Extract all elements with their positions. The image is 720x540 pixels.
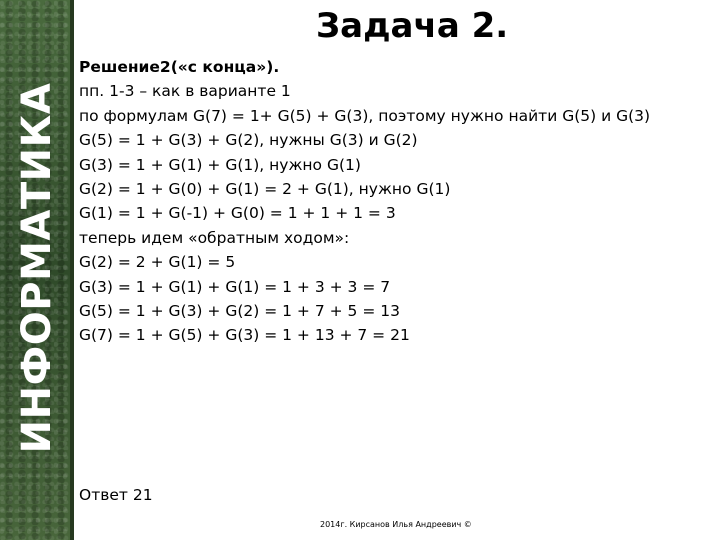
solution-line: G(1) = 1 + G(-1) + G(0) = 1 + 1 + 1 = 3 — [79, 204, 396, 223]
sidebar-label: ИНФОРМАТИКА — [14, 82, 60, 454]
solution-heading: Решение2(«с конца»). — [79, 58, 280, 76]
footer-credit: 2014г. Кирсанов Илья Андреевич © — [320, 520, 472, 529]
solution-line: по формулам G(7) = 1+ G(5) + G(3), поэтому нужно найти G(5) и G(3) — [79, 106, 651, 125]
slide-title: Задача 2. — [316, 6, 509, 46]
solution-line: G(2) = 1 + G(0) + G(1) = 2 + G(1), нужно G(1) — [79, 180, 451, 199]
solution-line: пп. 1-3 – как в варианте 1 — [79, 82, 291, 101]
solution-line: G(3) = 1 + G(1) + G(1) = 1 + 3 + 3 = 7 — [79, 277, 391, 296]
solution-line: G(7) = 1 + G(5) + G(3) = 1 + 13 + 7 = 21 — [79, 326, 410, 345]
answer-text: Ответ 21 — [79, 486, 153, 504]
solution-line: G(5) = 1 + G(3) + G(2) = 1 + 7 + 5 = 13 — [79, 302, 400, 321]
solution-line: G(5) = 1 + G(3) + G(2), нужны G(3) и G(2) — [79, 131, 418, 150]
sidebar-edge — [70, 0, 74, 540]
sidebar-banner — [0, 0, 74, 540]
solution-line: G(3) = 1 + G(1) + G(1), нужно G(1) — [79, 155, 361, 174]
solution-line: теперь идем «обратным ходом»: — [79, 228, 350, 247]
solution-text — [79, 55, 709, 348]
solution-line: G(2) = 2 + G(1) = 5 — [79, 253, 236, 272]
